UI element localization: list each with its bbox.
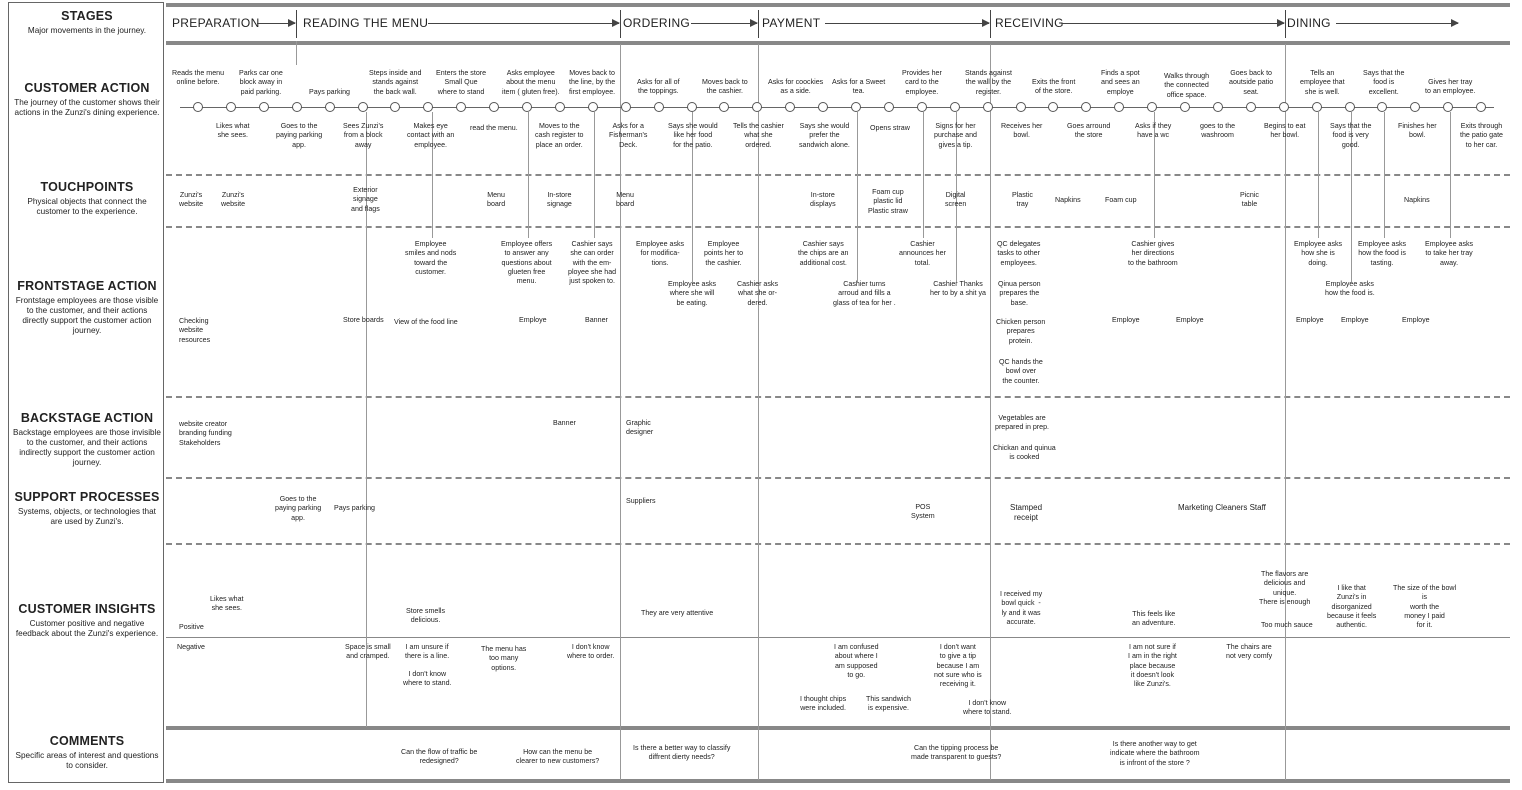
touchpoint: Zunzi's website: [179, 191, 204, 209]
journey-node: [522, 102, 532, 112]
insight-negative: I thought chips were included.: [800, 695, 847, 713]
insight-positive: This feels like an adventure.: [1132, 610, 1176, 628]
row-desc: Physical objects that connect the customer to the experience.: [27, 197, 147, 216]
customer-action: Stands against the wall by the register.: [965, 69, 1012, 96]
customer-action: Tells the cashier what she ordered.: [733, 122, 784, 149]
journey-node: [259, 102, 269, 112]
support-process: POS System: [911, 503, 935, 521]
journey-node: [1443, 102, 1453, 112]
touchpoint: Digital screen: [945, 191, 967, 209]
connector-line: [528, 112, 529, 238]
journey-node: [1213, 102, 1223, 112]
comment: Is there a better way to classify diffrent dierty needs?: [633, 744, 731, 762]
divider: [166, 3, 1510, 7]
journey-node: [851, 102, 861, 112]
row-label-comments: [9, 734, 165, 771]
customer-action: Exits the front of the store.: [1032, 78, 1076, 96]
customer-action: Says she would prefer the sandwich alone.: [799, 122, 850, 149]
stage-preparation: PREPARATION: [172, 16, 260, 30]
row-title: BACKSTAGE ACTION: [20, 411, 154, 425]
stage-arrow: [428, 23, 619, 24]
row-label-support: [9, 490, 165, 527]
stage-arrow: [825, 23, 989, 24]
row-label-customer-action: [9, 81, 165, 118]
customer-action: Receives her bowl.: [1001, 122, 1043, 140]
stage-arrow: [691, 23, 757, 24]
customer-action: read the menu.: [470, 124, 518, 132]
journey-node: [1180, 102, 1190, 112]
journey-node: [687, 102, 697, 112]
customer-action: Sees Zunzi's from a block away: [343, 122, 384, 149]
customer-action: Asks for coockies as a side.: [768, 78, 824, 96]
divider: [166, 226, 1510, 228]
customer-action: Moves to the cash register to place an order.: [535, 122, 584, 149]
frontstage-action: Store boards: [343, 316, 384, 324]
frontstage-action: Qinua person prepares the base.: [998, 280, 1041, 307]
connector-line: [923, 112, 924, 238]
connector-line: [1450, 112, 1451, 238]
insight-negative: I am confused about where I am supposed to go.: [834, 643, 879, 679]
row-label-stages: [9, 9, 165, 36]
stage-arrow: [1062, 23, 1284, 24]
frontstage-action: Cashier asks what she or- dered.: [737, 280, 779, 307]
frontstage-action: Employee asks for modifica- tions.: [636, 240, 685, 267]
journey-node: [1377, 102, 1387, 112]
frontstage-action: Employee offers to answer any questions about glueten free menu.: [501, 240, 553, 286]
frontstage-action: Employe: [1341, 316, 1369, 324]
frontstage-action: Employee asks how the food is.: [1325, 280, 1375, 298]
touchpoint: Napkins: [1055, 196, 1081, 204]
journey-node: [226, 102, 236, 112]
journey-node: [555, 102, 565, 112]
insight-negative: I am unsure if there is a line.: [405, 643, 450, 661]
row-label-backstage: [9, 411, 165, 468]
customer-action: Signs for her purchase and gives a tip.: [934, 122, 977, 149]
insight-negative: I don't know where to order.: [567, 643, 615, 661]
frontstage-action: Employee points her to the cashier.: [704, 240, 744, 267]
customer-action: Exits through the patio gate to her car.: [1460, 122, 1503, 149]
row-desc: Specific areas of interest and questions to consider.: [15, 751, 159, 770]
row-title: COMMENTS: [49, 734, 125, 748]
connector-line: [1285, 44, 1286, 780]
connector-line: [296, 41, 297, 65]
support-process: Suppliers: [626, 497, 656, 505]
customer-action: Steps inside and stands against the back wall.: [369, 69, 422, 96]
insight-positive: Store smells delicious.: [406, 607, 446, 625]
customer-action: Moves back to the cashier.: [702, 78, 748, 96]
row-desc: Customer positive and negative feedback about the Zunzi's experience.: [15, 619, 159, 638]
divider: [166, 396, 1510, 398]
row-title: CUSTOMER INSIGHTS: [18, 602, 156, 616]
customer-action: Walks through the connected office space.: [1164, 72, 1210, 99]
journey-node: [654, 102, 664, 112]
customer-action: Asks if they have a wc: [1135, 122, 1172, 140]
customer-action: Asks for a Sweet tea.: [832, 78, 886, 96]
customer-action: Reads the menu online before.: [172, 69, 225, 87]
stage-receiving: RECEIVING: [995, 16, 1064, 30]
journey-node: [1081, 102, 1091, 112]
touchpoint: Napkins: [1404, 196, 1430, 204]
customer-action: Asks for a Fisherman's Deck.: [609, 122, 648, 149]
customer-action: Finds a spot and sees an employe: [1101, 69, 1140, 96]
journey-node: [193, 102, 203, 112]
row-label-insights: [9, 602, 165, 639]
insight-positive: They are very attentive: [641, 609, 714, 617]
frontstage-action: Cashier announces her total.: [899, 240, 946, 267]
backstage-action: Vegetables are prepared in prep.: [995, 414, 1050, 432]
frontstage-action: Employe: [1402, 316, 1430, 324]
insight-negative: The chairs are not very comfy: [1226, 643, 1273, 661]
journey-node: [390, 102, 400, 112]
insight-positive: I received my bowl quick - ly and it was accurate.: [1000, 590, 1043, 626]
row-label-frontstage: [9, 279, 165, 336]
frontstage-action: Cashier says she can order with the em- ployee she had just spoken to.: [568, 240, 617, 286]
backstage-action: website creator branding funding Stakeholders: [179, 420, 232, 447]
customer-action: Goes to the paying parking app.: [276, 122, 323, 149]
frontstage-action: Chicken person prepares protein.: [996, 318, 1046, 345]
journey-node: [1048, 102, 1058, 112]
connector-line: [620, 44, 621, 780]
journey-node: [1312, 102, 1322, 112]
row-desc: The journey of the customer shows their actions in the Zunzi's dining experience.: [14, 98, 160, 117]
insight-label-negative: Negative: [177, 643, 205, 651]
connector-line: [594, 112, 595, 238]
frontstage-action: Employe: [1112, 316, 1140, 324]
row-title: CUSTOMER ACTION: [24, 81, 150, 95]
insight-negative: I don't know where to stand.: [403, 670, 452, 688]
divider: [166, 477, 1510, 479]
insight-positive: I like that Zunzi's in disorganized because it feels authentic.: [1327, 584, 1377, 630]
journey-node: [588, 102, 598, 112]
frontstage-action: Employee asks to take her tray away.: [1425, 240, 1474, 267]
insight-positive: Likes what she sees.: [210, 595, 244, 613]
touchpoint: Foam cup: [1105, 196, 1137, 204]
divider: [166, 41, 1510, 45]
touchpoint: Foam cup plastic lid Plastic straw: [868, 188, 908, 215]
row-label-touchpoints: [9, 180, 165, 217]
journey-node: [1246, 102, 1256, 112]
insight-positive: The flavors are delicious and unique. There is enough: [1259, 570, 1311, 606]
support-process: Pays parking: [334, 504, 376, 512]
stage-ordering: ORDERING: [623, 16, 691, 30]
row-desc: Systems, objects, or technologies that are used by Zunzi's.: [18, 507, 156, 526]
journey-node: [325, 102, 335, 112]
journey-node: [1114, 102, 1124, 112]
touchpoint: In-store signage: [547, 191, 572, 209]
customer-action: Enters the store Small Que where to stand: [436, 69, 487, 96]
journey-node: [1476, 102, 1486, 112]
divider: [166, 779, 1510, 783]
customer-action: Parks car one block away in paid parking.: [239, 69, 283, 96]
row-label-column: [8, 2, 164, 783]
stage-payment: PAYMENT: [762, 16, 821, 30]
customer-action: Tells an employee that she is well.: [1300, 69, 1345, 96]
stage-arrow: [257, 23, 295, 24]
customer-action: Pays parking: [309, 88, 351, 96]
backstage-action: Graphic designer: [626, 419, 654, 437]
journey-node: [621, 102, 631, 112]
connector-line: [990, 44, 991, 780]
frontstage-action: Cashier says the chips are an additional cost.: [798, 240, 849, 267]
journey-node: [818, 102, 828, 112]
frontstage-action: Employee asks where she will be eating.: [668, 280, 717, 307]
journey-node: [785, 102, 795, 112]
touchpoint: Menu board: [616, 191, 635, 209]
customer-action: Asks for all of the toppings.: [637, 78, 680, 96]
journey-node: [950, 102, 960, 112]
divider: [166, 543, 1510, 545]
journey-node: [1345, 102, 1355, 112]
frontstage-action: Cashier turns arroud and fills a glass of tea for her .: [833, 280, 896, 307]
customer-action: Goes back to aoutside patio seat.: [1229, 69, 1274, 96]
customer-action: Says that the food is very good.: [1330, 122, 1372, 149]
journey-node: [423, 102, 433, 112]
journey-node: [456, 102, 466, 112]
row-desc: Frontstage employees are those visible to the customer, and their actions directly support the customer action journey.: [15, 296, 159, 335]
insight-negative: Space is small and cramped.: [345, 643, 391, 661]
frontstage-action: QC delegates tasks to other employees.: [997, 240, 1041, 267]
journey-node: [752, 102, 762, 112]
touchpoint: In-store displays: [810, 191, 836, 209]
frontstage-action: View of the food line: [394, 318, 458, 326]
customer-action: Goes arround the store: [1067, 122, 1111, 140]
frontstage-action: Employee asks how she is doing.: [1294, 240, 1343, 267]
journey-node: [358, 102, 368, 112]
stage-divider: [1285, 10, 1286, 38]
divider: [166, 726, 1510, 730]
stage-dining: DINING: [1287, 16, 1331, 30]
row-title: FRONTSTAGE ACTION: [17, 279, 157, 293]
journey-node: [917, 102, 927, 112]
stage-divider: [620, 10, 621, 38]
customer-action: Says that the food is excellent.: [1363, 69, 1405, 96]
customer-action: Makes eye contact with an employee.: [407, 122, 455, 149]
journey-node: [1016, 102, 1026, 112]
support-process: Goes to the paying parking app.: [275, 495, 322, 522]
stage-divider: [990, 10, 991, 38]
journey-timeline: [180, 107, 1494, 108]
customer-action: Finishes her bowl.: [1398, 122, 1437, 140]
touchpoint: Picnic table: [1240, 191, 1259, 209]
row-desc: Major movements in the journey.: [27, 26, 147, 35]
journey-node: [1147, 102, 1157, 112]
connector-line: [1318, 112, 1319, 238]
stage-divider: [296, 10, 297, 38]
customer-action: Says she would like her food for the patio.: [668, 122, 718, 149]
row-title: TOUCHPOINTS: [40, 180, 134, 194]
insight-negative: I am not sure if I am in the right place because it doesn't look like Zunzi's.: [1128, 643, 1177, 689]
insight-negative: This sandwich is expensive.: [866, 695, 911, 713]
comment: Can the flow of traffic be redesigned?: [401, 748, 478, 766]
stage-arrow: [1336, 23, 1458, 24]
insight-negative: I don't know where to stand.: [963, 699, 1012, 717]
frontstage-action: Employee asks how the food is tasting.: [1358, 240, 1407, 267]
backstage-action: Chickan and quinua is cooked: [993, 444, 1056, 462]
frontstage-action: Cashier gives her directions to the bathroom: [1128, 240, 1178, 267]
customer-action: Likes what she sees.: [216, 122, 250, 140]
connector-line: [758, 44, 759, 780]
journey-node: [1279, 102, 1289, 112]
comment: Is there another way to get indicate where the bathroom is infront of the store ?: [1110, 740, 1200, 767]
journey-node: [884, 102, 894, 112]
journey-node: [719, 102, 729, 112]
backstage-action: Banner: [553, 419, 576, 427]
stage-divider: [758, 10, 759, 38]
journey-node: [292, 102, 302, 112]
row-title: STAGES: [61, 9, 113, 23]
touchpoint: Plastic tray: [1012, 191, 1033, 209]
divider: [166, 637, 1510, 638]
support-process: Marketing Cleaners Staff: [1178, 503, 1266, 512]
touchpoint: Exterior signage and flags: [351, 186, 380, 213]
frontstage-action: Checking website resources: [179, 317, 211, 344]
customer-action: Provides her card to the employee.: [902, 69, 942, 96]
frontstage-action: QC hands the bowl over the counter.: [999, 358, 1043, 385]
customer-action: Begins to eat her bowl.: [1264, 122, 1306, 140]
divider: [166, 174, 1510, 176]
insight-negative: I don't want to give a tip because I am not sure who is receiving it.: [934, 643, 982, 689]
touchpoint: Zunzi's website: [221, 191, 246, 209]
frontstage-action: Employe: [519, 316, 547, 324]
frontstage-action: Employe: [1176, 316, 1204, 324]
row-title: SUPPORT PROCESSES: [14, 490, 160, 504]
insight-negative: The menu has too many options.: [481, 645, 527, 672]
journey-node: [983, 102, 993, 112]
row-desc: Backstage employees are those invisible to the customer, and their actions indirectly support the customer action journey.: [13, 428, 161, 467]
frontstage-action: Employe: [1296, 316, 1324, 324]
touchpoint: Menu board: [487, 191, 506, 209]
insight-label-positive: Positive: [179, 623, 204, 631]
journey-node: [1410, 102, 1420, 112]
customer-action: goes to the washroom: [1200, 122, 1236, 140]
customer-action: Gives her tray to an employee.: [1425, 78, 1476, 96]
journey-node: [489, 102, 499, 112]
customer-action: Opens straw: [870, 124, 910, 132]
connector-line: [857, 112, 858, 282]
insight-positive: The size of the bowl is worth the money I paid for it.: [1393, 584, 1457, 630]
customer-action: Moves back to the line, by the first employee.: [569, 69, 616, 96]
customer-action: Asks employee about the menu item ( gluten free).: [502, 69, 560, 96]
insight-positive: Too much sauce: [1261, 621, 1313, 629]
connector-line: [1384, 112, 1385, 238]
frontstage-action: Cashier Thanks her to by a shit ya: [930, 280, 986, 298]
stage-reading-menu: READING THE MENU: [303, 16, 429, 30]
support-process: Stamped receipt: [1010, 503, 1043, 522]
frontstage-action: Employee smiles and nods toward the customer.: [405, 240, 457, 276]
comment: Can the tipping process be made transparent to guests?: [911, 744, 1002, 762]
frontstage-action: Banner: [585, 316, 608, 324]
comment: How can the menu be clearer to new customers?: [516, 748, 600, 766]
